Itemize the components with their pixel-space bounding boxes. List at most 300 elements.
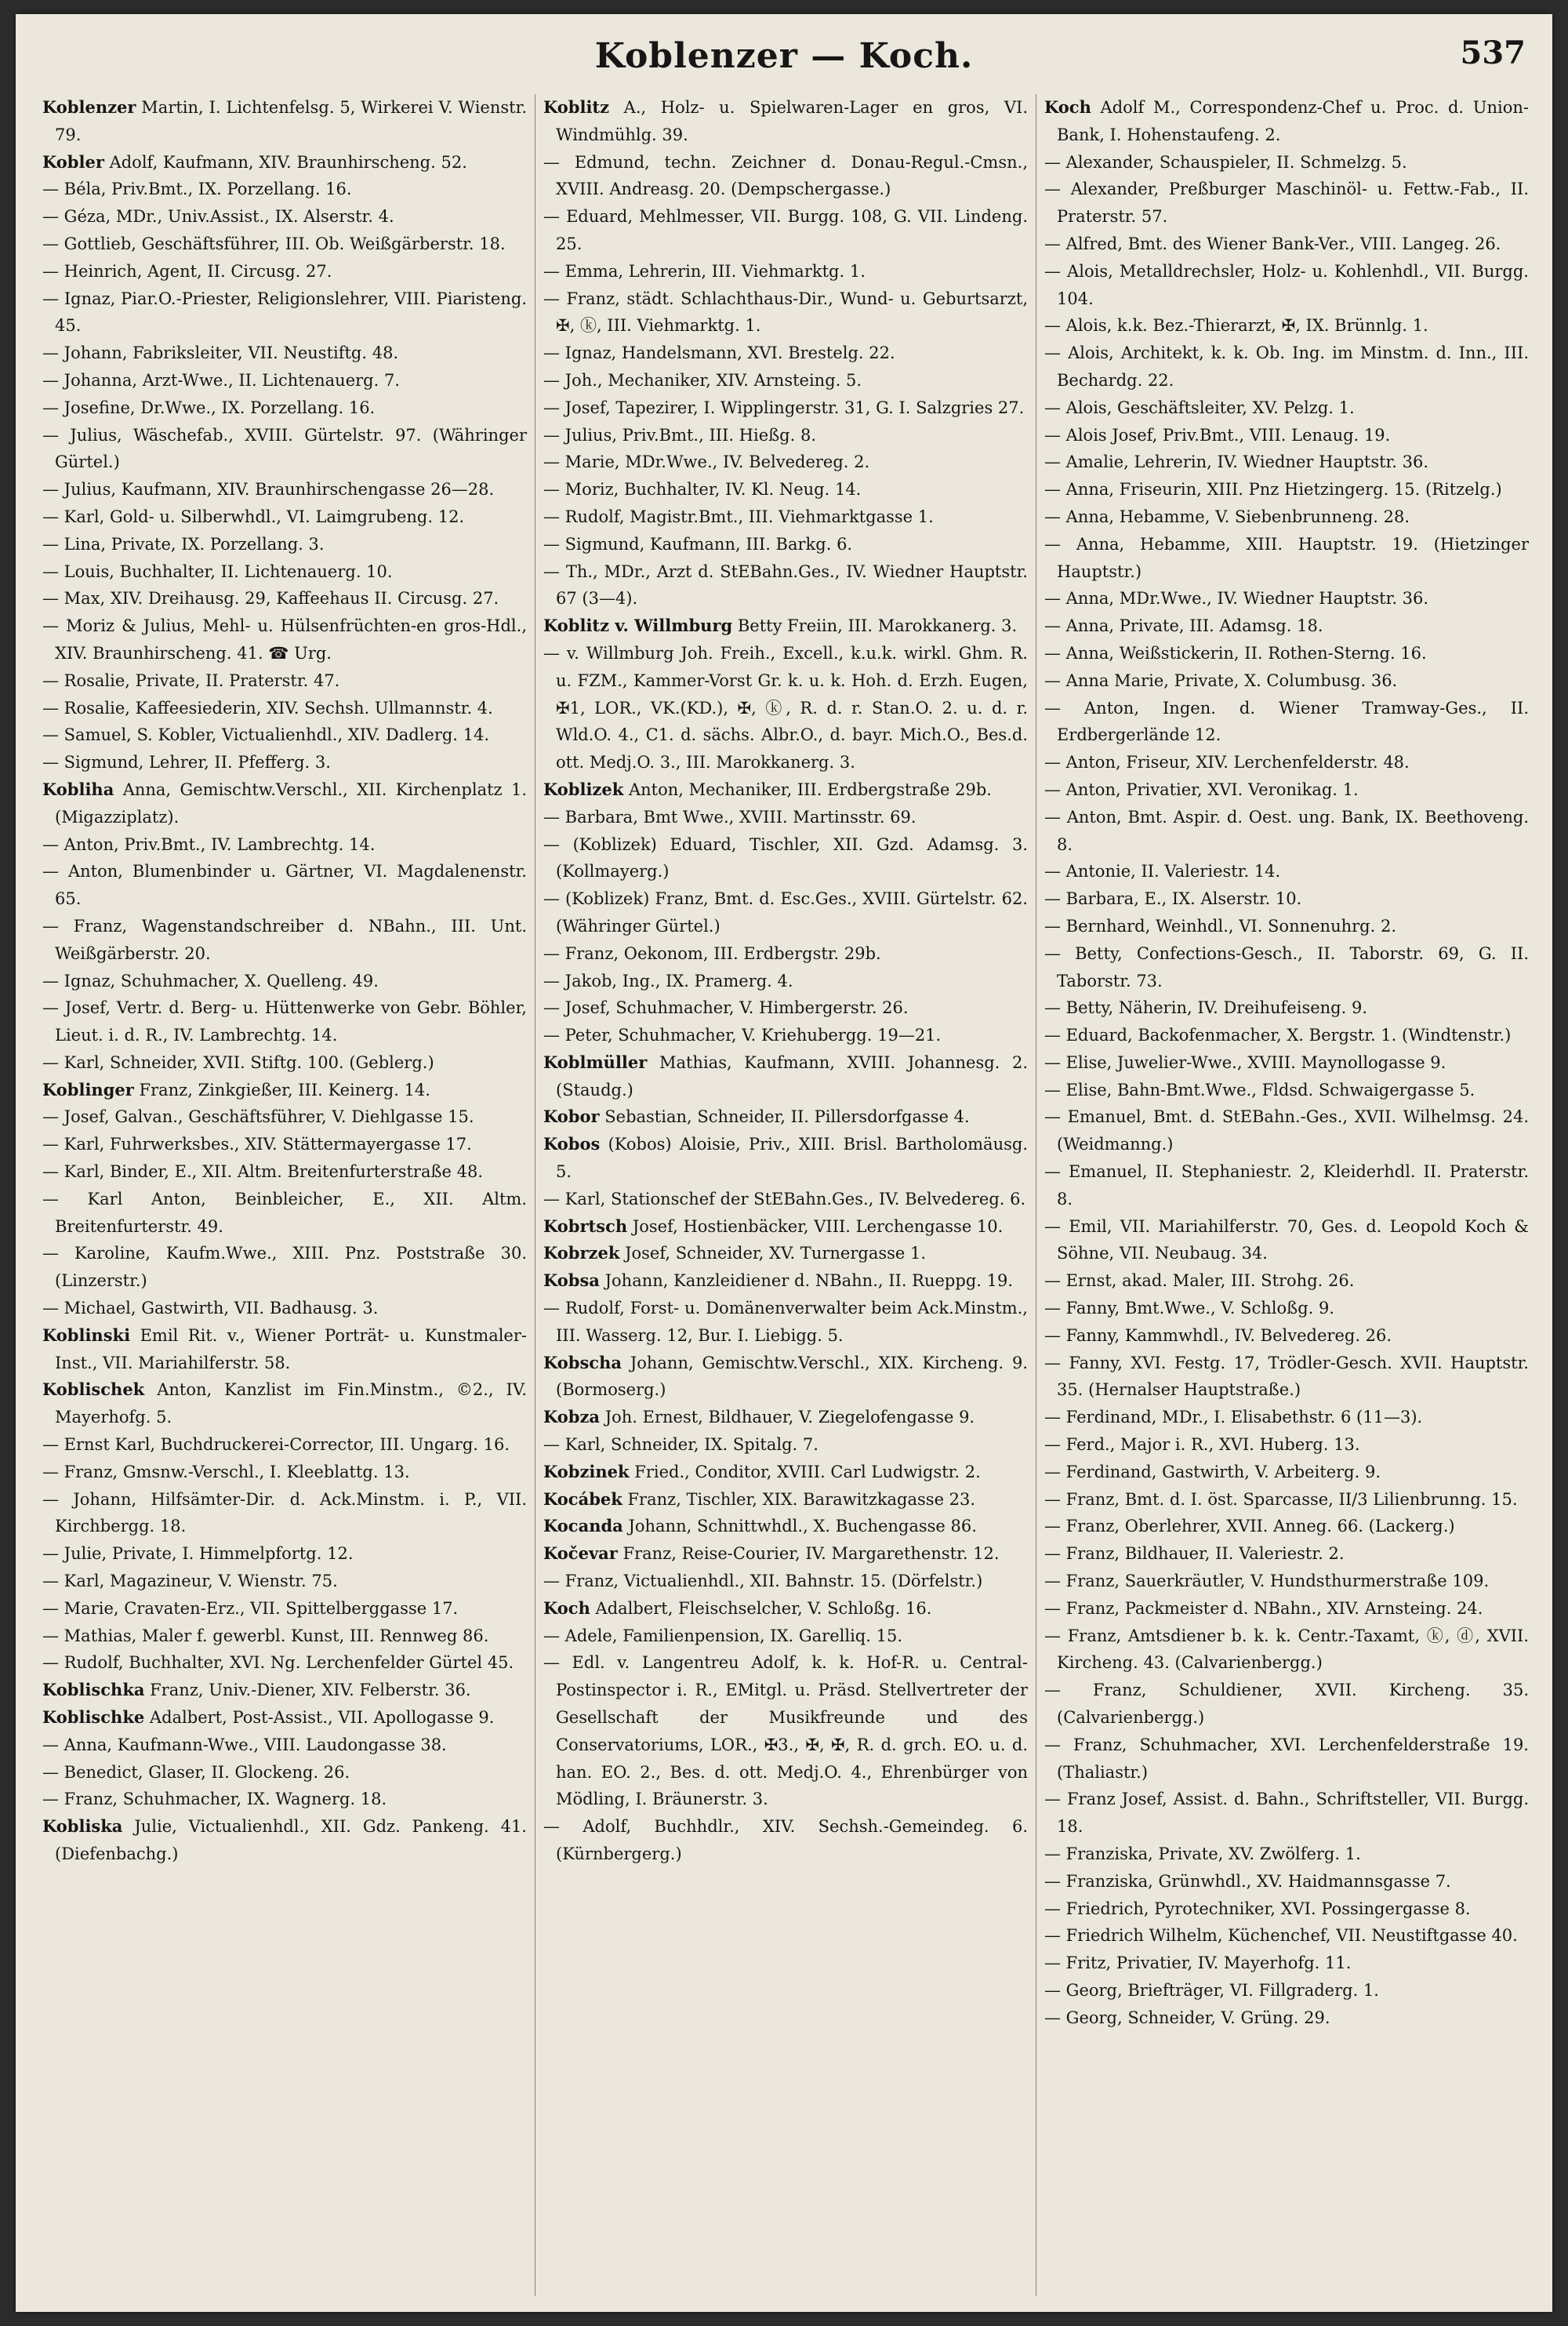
directory-entry: [42, 394, 527, 422]
entry-surname: Kobzinek: [543, 1461, 630, 1481]
directory-entry: [42, 776, 527, 831]
directory-entry: [543, 968, 1028, 995]
directory-entry: [543, 531, 1028, 558]
running-title: Koblenzer — Koch.: [594, 36, 974, 76]
entry-text: — Franz, Oberlehrer, XVII. Anneg. 66. (Lackerg.): [1044, 1517, 1455, 1536]
directory-entry: [42, 667, 527, 695]
entry-text: — Anna, MDr.Wwe., IV. Wiedner Hauptstr. 36.: [1044, 589, 1429, 609]
directory-entry: [1044, 1404, 1529, 1431]
entry-text: — Alexander, Schauspieler, II. Schmelzg. 5.: [1044, 152, 1407, 172]
directory-entry: [42, 913, 527, 968]
directory-entry: [42, 1431, 527, 1459]
directory-entry: [1044, 1022, 1529, 1049]
entry-text: — Franz, Gmsnw.-Verschl., I. Kleeblattg. 13.: [42, 1462, 410, 1481]
entry-text: — Franz, Oekonom, III. Erdbergstr. 29b.: [543, 943, 881, 963]
directory-entry: [42, 1131, 527, 1158]
directory-entry: [543, 1568, 1028, 1595]
entry-text: — Emanuel, Bmt. d. StEBahn.-Ges., XVII. Wilhelmsg. 24. (Weidmanng.): [1044, 1107, 1529, 1154]
directory-entry: [1044, 885, 1529, 913]
entry-text: Sebastian, Schneider, II. Pillersdorfgasse 4.: [604, 1107, 970, 1127]
directory-entry: [1044, 1322, 1529, 1350]
entry-text: — Joh., Mechaniker, XIV. Arnsteing. 5.: [543, 370, 862, 390]
entry-text: — Friedrich Wilhelm, Küchenchef, VII. Neustiftgasse 40.: [1044, 1926, 1518, 1946]
entry-text: Josef, Hostienbäcker, VIII. Lerchengasse 10.: [632, 1216, 1004, 1236]
entry-surname: Kobor: [543, 1107, 600, 1127]
directory-entry: [42, 858, 527, 913]
entry-text: Adolf, Kaufmann, XIV. Braunhirscheng. 52.: [109, 152, 467, 172]
directory-entry: [42, 1759, 527, 1786]
entry-text: Fried., Conditor, XVIII. Carl Ludwigstr. 2.: [634, 1462, 981, 1481]
directory-entry: [42, 531, 527, 558]
entry-surname: Kocábek: [543, 1488, 622, 1509]
directory-entry: [543, 285, 1028, 340]
directory-entry: [42, 1240, 527, 1295]
directory-entry: [543, 1240, 1028, 1267]
directory-entry: [1044, 1459, 1529, 1486]
entry-text: Emil Rit. v., Wiener Porträt- u. Kunstmaler-Inst., VII. Mariahilferstr. 58.: [55, 1325, 527, 1372]
entry-text: — Ignaz, Piar.O.-Priester, Religionslehrer, VIII. Piaristeng. 45.: [42, 289, 527, 336]
directory-entry: [543, 1022, 1028, 1049]
directory-entry: [42, 1786, 527, 1813]
entry-text: — Emil, VII. Mariahilferstr. 70, Ges. d. Leopold Koch & Söhne, VII. Neubaug. 34.: [1044, 1216, 1529, 1263]
entry-text: — Karl, Magazineur, V. Wienstr. 75.: [42, 1572, 338, 1591]
entry-surname: Kobler: [42, 151, 104, 172]
entry-surname: Koch: [543, 1597, 590, 1618]
entry-text: — Rosalie, Private, II. Praterstr. 47.: [42, 671, 340, 690]
entry-text: Johann, Gemischtw.Verschl., XIX. Kircheng. 9. (Bormoserg.): [556, 1353, 1028, 1400]
entry-surname: Koblitz: [543, 97, 610, 117]
entry-text: — Max, XIV. Dreihausg. 29, Kaffeehaus II. Circusg. 27.: [42, 589, 499, 609]
directory-entry: [42, 721, 527, 749]
directory-entry: [42, 1623, 527, 1650]
entry-text: Franz, Tischler, XIX. Barawitzkagasse 23.: [627, 1489, 976, 1509]
directory-entry: [42, 695, 527, 722]
directory-page: [16, 14, 1552, 2312]
directory-entry: [42, 994, 527, 1049]
entry-surname: Koch: [1044, 97, 1091, 117]
entry-surname: Kobliha: [42, 779, 114, 799]
entry-text: — Alois, k.k. Bez.-Thierarzt, ✠, IX. Brünnlg. 1.: [1044, 316, 1428, 336]
entry-text: Johann, Schnittwhdl., X. Buchengasse 86.: [628, 1517, 977, 1536]
directory-entry: [42, 1295, 527, 1322]
entry-text: — Julius, Kaufmann, XIV. Braunhirschengasse 26—28.: [42, 480, 495, 500]
entry-text: — Julie, Private, I. Himmelpfortg. 12.: [42, 1544, 354, 1564]
directory-entry: [1044, 776, 1529, 804]
directory-entry: [543, 1513, 1028, 1540]
directory-entry: [1044, 149, 1529, 176]
directory-entry: [1044, 994, 1529, 1022]
directory-entry: [543, 885, 1028, 940]
entry-text: — Fritz, Privatier, IV. Mayerhofg. 11.: [1044, 1953, 1352, 1973]
entry-text: — Rudolf, Magistr.Bmt., III. Viehmarktgasse 1.: [543, 507, 934, 526]
entry-text: — Anton, Bmt. Aspir. d. Oest. ung. Bank, IX. Beethoveng. 8.: [1044, 807, 1529, 854]
entry-surname: Koblizek: [543, 779, 624, 799]
directory-entry: [1044, 1677, 1529, 1732]
directory-entry: [543, 1350, 1028, 1405]
directory-entry: [543, 1186, 1028, 1213]
directory-entry: [42, 1376, 527, 1431]
directory-entry: [1044, 312, 1529, 340]
entry-text: — Josef, Galvan., Geschäftsführer, V. Diehlgasse 15.: [42, 1107, 474, 1127]
directory-entry: [42, 176, 527, 203]
directory-entry: [1044, 449, 1529, 476]
entry-text: — Julius, Wäschefab., XVIII. Gürtelstr. 97. (Währinger Gürtel.): [42, 425, 527, 472]
directory-entry: [1044, 1486, 1529, 1514]
directory-entry: [543, 940, 1028, 968]
directory-entry: [42, 476, 527, 503]
entry-text: — Anton, Friseur, XIV. Lerchenfelderstr. 48.: [1044, 753, 1410, 772]
entry-surname: Koblinski: [42, 1325, 131, 1345]
directory-entry: [543, 1595, 1028, 1623]
entry-text: — Géza, MDr., Univ.Assist., IX. Alserstr. 4.: [42, 207, 394, 227]
entry-text: — Karoline, Kaufm.Wwe., XIII. Pnz. Poststraße 30. (Linzerstr.): [42, 1244, 527, 1291]
entry-text: — Georg, Schneider, V. Grüng. 29.: [1044, 2008, 1330, 2027]
directory-entry: [42, 1077, 527, 1104]
directory-entry: [543, 1486, 1028, 1514]
page-header: [16, 28, 1552, 85]
directory-entry: [42, 1649, 527, 1677]
directory-entry: [543, 1459, 1028, 1486]
entry-text: — Fanny, Kammwhdl., IV. Belvedereg. 26.: [1044, 1325, 1392, 1345]
entry-text: — Emma, Lehrerin, III. Viehmarktg. 1.: [543, 261, 866, 281]
entry-text: — Johann, Fabriksleiter, VII. Neustiftg. 48.: [42, 343, 399, 363]
entry-surname: Koblenzer: [42, 97, 136, 117]
directory-entry: [42, 749, 527, 776]
entry-text: — Rudolf, Forst- u. Domänenverwalter beim Ack.Minstm., III. Wasserg. 12, Bur. I. Liebigg. 5.: [543, 1299, 1028, 1345]
page-number: 537: [1460, 35, 1526, 71]
directory-entry: [1044, 476, 1529, 503]
entry-text: — Anna, Weißstickerin, II. Rothen-Sterng. 16.: [1044, 643, 1427, 663]
entry-text: Johann, Kanzleidiener d. NBahn., II. Rueppg. 19.: [604, 1271, 1014, 1291]
entry-text: — Alois Josef, Priv.Bmt., VIII. Lenaug. 19.: [1044, 425, 1391, 445]
entry-text: — Karl, Binder, E., XII. Altm. Breitenfurterstraße 48.: [42, 1162, 483, 1182]
entry-text: — Alfred, Bmt. des Wiener Bank-Ver., VIII. Langeg. 26.: [1044, 234, 1501, 253]
entry-text: Franz, Reise-Courier, IV. Margarethenstr. 12.: [622, 1544, 1000, 1564]
directory-entry: [543, 340, 1028, 367]
directory-entry: [42, 367, 527, 394]
directory-entry: [42, 258, 527, 285]
directory-entry: [543, 258, 1028, 285]
entry-text: — v. Willmburg Joh. Freih., Excell., k.u.k. wirkl. Ghm. R. u. FZM., Kammer-Vorst Gr. k. u. k. Hoh. d. Erzh. Eugen, ✠1, LOR., VK.(KD.), ✠, ⓚ, R. d. r. Stan.O. 2. u. d. r. Wld.O. 4., C1. d. sächs. Albr.O., d. bayr. Mich.O., Bes.d. ott. Medj.O. 3., III. Marokkanerg. 3.: [543, 643, 1028, 772]
directory-entry: [42, 1813, 527, 1868]
entry-text: — (Koblizek) Franz, Bmt. d. Esc.Ges., XVIII. Gürtelstr. 62. (Währinger Gürtel.): [543, 889, 1028, 936]
directory-entry: [42, 94, 527, 149]
directory-entry: [543, 1103, 1028, 1131]
entry-text: — Louis, Buchhalter, II. Lichtenauerg. 10.: [42, 562, 393, 581]
directory-entry: [1044, 612, 1529, 640]
entry-text: — Alexander, Preßburger Maschinöl- u. Fettw.-Fab., II. Praterstr. 57.: [1044, 180, 1529, 227]
entry-text: Martin, I. Lichtenfelsg. 5, Wirkerei V. Wienstr. 79.: [55, 98, 527, 144]
entry-text: — Eduard, Backofenmacher, X. Bergstr. 1. (Windtenstr.): [1044, 1026, 1512, 1045]
entry-text: — Marie, MDr.Wwe., IV. Belvedereg. 2.: [543, 452, 870, 472]
entry-text: A., Holz- u. Spielwaren-Lager en gros, VI. Windmühlg. 39.: [556, 98, 1028, 144]
entry-text: — Barbara, Bmt Wwe., XVIII. Martinsstr. 69.: [543, 807, 916, 827]
entry-text: — Franz, Packmeister d. NBahn., XIV. Arnsteing. 24.: [1044, 1598, 1483, 1618]
entry-text: — Sigmund, Kaufmann, III. Barkg. 6.: [543, 534, 853, 554]
directory-entry: [543, 1213, 1028, 1241]
entry-text: Betty Freiin, III. Marokkanerg. 3.: [737, 616, 1018, 636]
directory-entry: [1044, 394, 1529, 422]
directory-entry: [42, 1540, 527, 1568]
directory-entry: [1044, 258, 1529, 313]
directory-entry: [543, 1267, 1028, 1295]
entry-text: — Karl, Schneider, IX. Spitalg. 7.: [543, 1435, 818, 1455]
entry-text: Julie, Victualienhdl., XII. Gdz. Pankeng. 41. (Diefenbachg.): [55, 1817, 527, 1863]
entry-text: Josef, Schneider, XV. Turnergasse 1.: [625, 1244, 927, 1263]
directory-entry: [1044, 422, 1529, 449]
entry-text: — Karl Anton, Beinbleicher, E., XII. Altm. Breitenfurterstr. 49.: [42, 1189, 527, 1236]
directory-entry: [1044, 1786, 1529, 1841]
entry-text: — Karl, Schneider, XVII. Stiftg. 100. (Geblerg.): [42, 1052, 434, 1072]
entry-surname: Kobrtsch: [543, 1216, 628, 1236]
directory-entry: [1044, 695, 1529, 750]
directory-entry: [1044, 1895, 1529, 1923]
directory-entry: [1044, 858, 1529, 885]
entry-text: — Edmund, techn. Zeichner d. Donau-Regul.-Cmsn., XVIII. Andreasg. 20. (Dempschergasse.): [543, 152, 1028, 199]
entry-surname: Kobza: [543, 1407, 601, 1427]
entry-text: — Rudolf, Buchhalter, XVI. Ng. Lerchenfelder Gürtel 45.: [42, 1653, 514, 1673]
column-middle: [535, 94, 1036, 2296]
entry-surname: Koblmüller: [543, 1052, 648, 1072]
directory-entry: [42, 1732, 527, 1759]
entry-surname: Kocanda: [543, 1516, 623, 1536]
directory-entry: [1044, 1623, 1529, 1677]
entry-text: — Julius, Priv.Bmt., III. Hießg. 8.: [543, 425, 816, 445]
entry-text: — Alois, Architekt, k. k. Ob. Ing. im Minstm. d. Inn., III. Bechardg. 22.: [1044, 343, 1529, 390]
directory-entry: [1044, 913, 1529, 940]
column-left: [34, 94, 535, 2296]
directory-entry: [543, 776, 1028, 804]
entry-text: — Anna, Hebamme, V. Siebenbrunneng. 28.: [1044, 507, 1410, 526]
entry-text: — Barbara, E., IX. Alserstr. 10.: [1044, 889, 1302, 909]
directory-entry: [42, 1049, 527, 1077]
directory-entry: [543, 449, 1028, 476]
entry-text: Joh. Ernest, Bildhauer, V. Ziegelofengasse 9.: [604, 1408, 975, 1427]
directory-entry: [42, 422, 527, 477]
directory-entry: [543, 612, 1028, 640]
directory-entry: [42, 1186, 527, 1241]
entry-text: — Karl, Gold- u. Silberwhdl., VI. Laimgrubeng. 12.: [42, 507, 465, 526]
entry-text: — Franz, Bildhauer, II. Valeriestr. 2.: [1044, 1544, 1345, 1564]
directory-entry: [543, 1295, 1028, 1350]
entry-surname: Koblischke: [42, 1707, 145, 1728]
entry-text: — Alois, Geschäftsleiter, XV. Pelzg. 1.: [1044, 398, 1355, 417]
directory-entry: [1044, 1595, 1529, 1623]
entry-text: — Elise, Bahn-Bmt.Wwe., Fldsd. Schwaigergasse 5.: [1044, 1080, 1475, 1099]
entry-text: — Karl, Stationschef der StEBahn.Ges., IV. Belvedereg. 6.: [543, 1189, 1026, 1208]
directory-entry: [1044, 176, 1529, 231]
directory-entry: [1044, 749, 1529, 776]
directory-entry: [543, 804, 1028, 831]
entry-text: — Franz, Amtsdiener b. k. k. Centr.-Taxamt, ⓚ, ⓓ, XVII. Kircheng. 43. (Calvarienbergg.): [1044, 1626, 1529, 1673]
entry-text: — Anton, Ingen. d. Wiener Tramway-Ges., II. Erdbergerlände 12.: [1044, 698, 1529, 745]
entry-text: — Josef, Vertr. d. Berg- u. Hüttenwerke von Gebr. Böhler, Lieut. i. d. R., IV. Lambrechtg. 14.: [42, 998, 527, 1045]
directory-entry: [42, 231, 527, 258]
directory-entry: [1044, 1350, 1529, 1405]
directory-entry: [1044, 1841, 1529, 1868]
directory-entry: [543, 94, 1028, 149]
entry-text: — Franz, Sauerkräutler, V. Hundsthurmerstraße 109.: [1044, 1572, 1490, 1591]
entry-text: — Josefine, Dr.Wwe., IX. Porzellang. 16.: [42, 398, 376, 417]
directory-entry: [1044, 667, 1529, 695]
directory-entry: [543, 1540, 1028, 1568]
entry-text: — Michael, Gastwirth, VII. Badhausg. 3.: [42, 1299, 379, 1318]
entry-text: Adolf M., Correspondenz-Chef u. Proc. d. Union-Bank, I. Hohenstaufeng. 2.: [1057, 98, 1529, 144]
entry-surname: Koblinger: [42, 1079, 134, 1099]
entry-surname: Kobscha: [543, 1352, 622, 1372]
directory-entry: [1044, 585, 1529, 612]
entry-text: — Anna, Kaufmann-Wwe., VIII. Laudongasse 38.: [42, 1735, 447, 1754]
entry-text: — Elise, Juwelier-Wwe., XVIII. Maynollogasse 9.: [1044, 1052, 1446, 1072]
directory-entry: [42, 1103, 527, 1131]
directory-entry: [42, 1158, 527, 1186]
entry-text: — Franz, Bmt. d. I. öst. Sparcasse, II/3 Lilienbrunng. 15.: [1044, 1489, 1518, 1509]
directory-entry: [42, 1459, 527, 1486]
entry-surname: Kobrzek: [543, 1243, 620, 1263]
entry-text: — Bernhard, Weinhdl., VI. Sonnenuhrg. 2.: [1044, 916, 1396, 936]
entry-text: — Eduard, Mehlmesser, VII. Burgg. 108, G. VII. Lindeng. 25.: [543, 207, 1028, 253]
directory-entry: [1044, 1267, 1529, 1295]
entry-text: Adalbert, Fleischselcher, V. Schloßg. 16.: [595, 1598, 932, 1618]
entry-text: — Adele, Familienpension, IX. Garelliq. 15.: [543, 1626, 902, 1645]
directory-entry: [1044, 1158, 1529, 1213]
directory-entry: [1044, 1103, 1529, 1158]
directory-entry: [543, 149, 1028, 204]
directory-entry: [42, 340, 527, 367]
directory-entry: [543, 1623, 1028, 1650]
directory-entry: [543, 1049, 1028, 1104]
directory-entry: [543, 558, 1028, 613]
entry-text: — Anna Marie, Private, X. Columbusg. 36.: [1044, 671, 1398, 690]
directory-entry: [42, 1568, 527, 1595]
entry-text: — Anna, Private, III. Adamsg. 18.: [1044, 616, 1323, 636]
entry-text: — Josef, Schuhmacher, V. Himbergerstr. 26.: [543, 998, 909, 1018]
directory-entry: [42, 968, 527, 995]
directory-entry: [543, 1813, 1028, 1868]
entry-text: Mathias, Kaufmann, XVIII. Johannesg. 2. (Staudg.): [556, 1052, 1029, 1099]
directory-entry: [1044, 1568, 1529, 1595]
directory-entry: [543, 394, 1028, 422]
directory-entry: [1044, 1922, 1529, 1950]
entry-text: — Franziska, Grünwhdl., XV. Haidmannsgasse 7.: [1044, 1871, 1451, 1891]
entry-text: — Franziska, Private, XV. Zwölferg. 1.: [1044, 1844, 1361, 1863]
entry-surname: Kobsa: [543, 1270, 600, 1291]
entry-text: — Lina, Private, IX. Porzellang. 3.: [42, 534, 325, 554]
directory-entry: [42, 612, 527, 667]
entry-text: — Anna, Hebamme, XIII. Hauptstr. 19. (Hietzinger Hauptstr.): [1044, 534, 1529, 581]
entry-text: — Franz, Schuhmacher, IX. Wagnerg. 18.: [42, 1790, 387, 1809]
entry-text: — Anton, Privatier, XVI. Veronikag. 1.: [1044, 780, 1359, 799]
entry-text: — (Koblizek) Eduard, Tischler, XII. Gzd. Adamsg. 3. (Kollmayerg.): [543, 834, 1028, 881]
entry-text: Franz, Univ.-Diener, XIV. Felberstr. 36.: [150, 1681, 471, 1700]
entry-text: — Ignaz, Schuhmacher, X. Quelleng. 49.: [42, 971, 379, 990]
entry-text: — Ferd., Major i. R., XVI. Huberg. 13.: [1044, 1435, 1360, 1455]
directory-entry: [42, 1595, 527, 1623]
directory-entry: [1044, 94, 1529, 149]
directory-columns: [34, 94, 1537, 2296]
directory-entry: [1044, 1213, 1529, 1268]
directory-entry: [543, 1404, 1028, 1431]
entry-surname: Kočevar: [543, 1543, 618, 1564]
entry-text: — Mathias, Maler f. gewerbl. Kunst, III. Rennweg 86.: [42, 1626, 489, 1645]
entry-text: — Amalie, Lehrerin, IV. Wiedner Hauptstr. 36.: [1044, 452, 1429, 472]
directory-entry: [543, 1649, 1028, 1813]
directory-entry: [543, 831, 1028, 886]
entry-text: — Anton, Priv.Bmt., IV. Lambrechtg. 14.: [42, 834, 376, 854]
entry-text: — Georg, Briefträger, VI. Fillgraderg. 1.: [1044, 1980, 1379, 2000]
directory-entry: [1044, 1513, 1529, 1540]
entry-text: — Betty, Confections-Gesch., II. Taborstr. 69, G. II. Taborstr. 73.: [1044, 943, 1529, 990]
entry-text: — Samuel, S. Kobler, Victualienhdl., XIV. Dadlerg. 14.: [42, 725, 490, 745]
directory-entry: [543, 994, 1028, 1022]
directory-entry: [543, 503, 1028, 531]
entry-text: — Betty, Näherin, IV. Dreihufeiseng. 9.: [1044, 998, 1368, 1018]
directory-entry: [1044, 804, 1529, 859]
entry-text: — Rosalie, Kaffeesiederin, XIV. Sechsh. Ullmannstr. 4.: [42, 698, 493, 718]
entry-text: — Anton, Blumenbinder u. Gärtner, VI. Magdalenenstr. 65.: [42, 862, 527, 909]
directory-entry: [1044, 1295, 1529, 1322]
directory-entry: [543, 1131, 1028, 1186]
entry-text: — Alois, Metalldrechsler, Holz- u. Kohlenhdl., VII. Burgg. 104.: [1044, 261, 1529, 308]
directory-entry: [42, 831, 527, 859]
directory-entry: [1044, 1431, 1529, 1459]
directory-entry: [42, 558, 527, 586]
directory-entry: [42, 285, 527, 340]
column-right: [1036, 94, 1537, 2296]
directory-entry: [1044, 231, 1529, 258]
directory-entry: [1044, 1950, 1529, 1977]
directory-entry: [1044, 1049, 1529, 1077]
entry-surname: Koblitz v. Willmburg: [543, 616, 733, 636]
entry-text: — Franz, Schuldiener, XVII. Kircheng. 35. (Calvarienbergg.): [1044, 1681, 1529, 1728]
directory-entry: [1044, 640, 1529, 667]
entry-text: (Kobos) Aloisie, Priv., XIII. Brisl. Bartholomäusg. 5.: [556, 1135, 1028, 1182]
directory-entry: [543, 640, 1028, 776]
entry-text: — Johanna, Arzt-Wwe., II. Lichtenauerg. 7.: [42, 370, 400, 390]
entry-text: — Franz, Wagenstandschreiber d. NBahn., III. Unt. Weißgärberstr. 20.: [42, 916, 527, 963]
entry-text: — Gottlieb, Geschäftsführer, III. Ob. Weißgärberstr. 18.: [42, 234, 506, 253]
directory-entry: [543, 367, 1028, 394]
directory-entry: [1044, 940, 1529, 995]
entry-surname: Kobos: [543, 1134, 601, 1154]
entry-text: — Th., MDr., Arzt d. StEBahn.Ges., IV. Wiedner Hauptstr. 67 (3—4).: [543, 562, 1028, 609]
entry-text: — Edl. v. Langentreu Adolf, k. k. Hof-R. u. Central-Postinspector i. R., EMitgl. u. Präsd. Stellvertreter der Gesellschaft der Musikfreunde und des Conservatoriums, LOR., ✠3., ✠, ✠, R. d. grch. EO. u. d. han. EO. 2., Bes. d. ott. Medj.O. 4., Ehrenbürger von Mödling, I. Bräunerstr. 3.: [543, 1653, 1028, 1809]
directory-entry: [1044, 1540, 1529, 1568]
directory-entry: [543, 422, 1028, 449]
entry-text: — Ignaz, Handelsmann, XVI. Brestelg. 22.: [543, 343, 895, 363]
directory-entry: [42, 149, 527, 176]
directory-entry: [42, 503, 527, 531]
entry-text: — Franz Josef, Assist. d. Bahn., Schriftsteller, VII. Burgg. 18.: [1044, 1790, 1529, 1837]
entry-text: — Johann, Hilfsämter-Dir. d. Ack.Minstm. i. P., VII. Kirchbergg. 18.: [42, 1489, 527, 1536]
directory-entry: [1044, 1977, 1529, 2004]
entry-text: — Ferdinand, Gastwirth, V. Arbeiterg. 9.: [1044, 1462, 1381, 1481]
directory-entry: [543, 203, 1028, 258]
entry-text: — Fanny, XVI. Festg. 17, Trödler-Gesch. XVII. Hauptstr. 35. (Hernalser Hauptstraße.): [1044, 1353, 1529, 1400]
entry-text: — Moriz, Buchhalter, IV. Kl. Neug. 14.: [543, 480, 862, 500]
directory-entry: [42, 1486, 527, 1541]
entry-surname: Koblischka: [42, 1680, 145, 1700]
directory-entry: [1044, 503, 1529, 531]
entry-text: — Karl, Fuhrwerksbes., XIV. Stättermayergasse 17.: [42, 1135, 472, 1154]
directory-entry: [42, 1677, 527, 1704]
entry-text: — Moriz & Julius, Mehl- u. Hülsenfrüchten-en gros-Hdl., XIV. Braunhirscheng. 41. ☎ Urg.: [42, 616, 527, 663]
entry-text: — Ernst, akad. Maler, III. Strohg. 26.: [1044, 1271, 1355, 1291]
directory-entry: [42, 1322, 527, 1377]
entry-text: Franz, Zinkgießer, III. Keinerg. 14.: [139, 1080, 430, 1099]
directory-entry: [42, 585, 527, 612]
directory-entry: [1044, 340, 1529, 394]
